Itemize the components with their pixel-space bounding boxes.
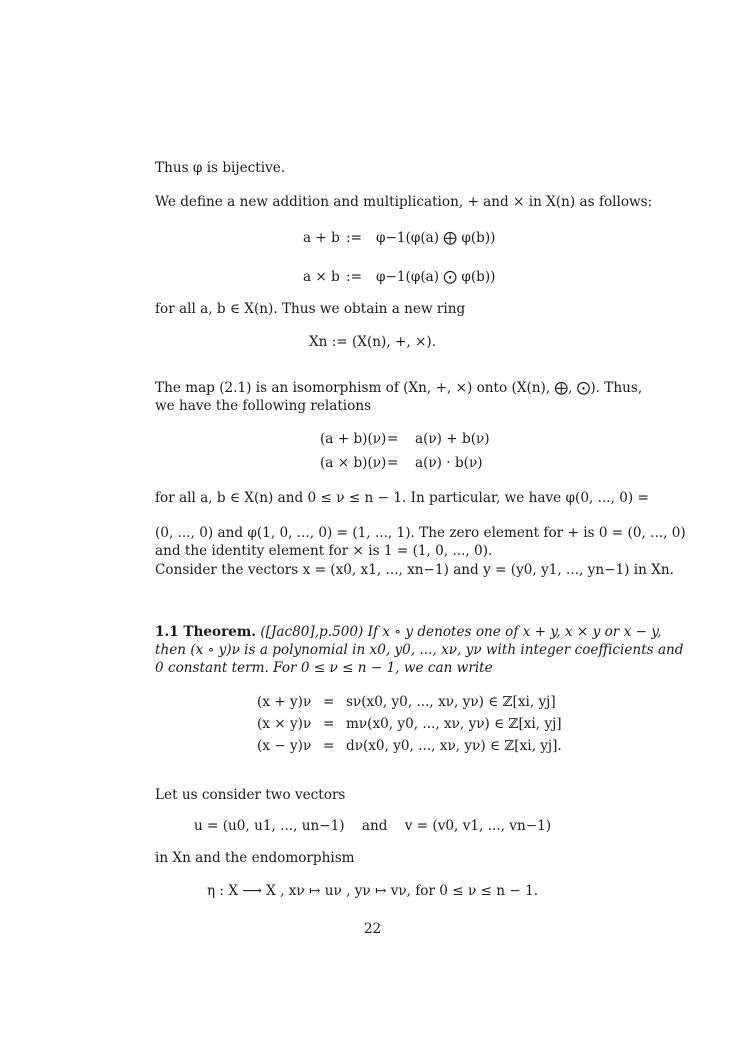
text-consider-vectors: Consider the vectors x = (x0, x1, ..., xn−1) and y = (y0, y1, ..., yn−1) in Xn. [155, 562, 674, 578]
thm-eq2-rhs: mν(x0, y0, ..., xν, yν) ∈ ℤ[xi, yj] [346, 716, 562, 732]
theorem-text-1: ([Jac80],p.500) If x ∘ y denotes one of x + y, x × y or x − y, [260, 624, 662, 640]
text-following-relations: we have the following relations [155, 398, 372, 414]
thm-eq2-lhs: (x × y)ν [257, 716, 312, 732]
equation-vectors-uv: u = (u0, u1, ..., un−1) and v = (v0, v1, ..., vn−1) [193, 818, 552, 834]
equation-eta: η : X ⟶ X , xν ↦ uν , yν ↦ vν, for 0 ≤ ν ≤ n − 1. [206, 883, 539, 899]
theorem-line-3: 0 constant term. For 0 ≤ ν ≤ n − 1, we can write [155, 660, 493, 676]
theorem-line-2: then (x ∘ y)ν is a polynomial in x0, y0, ..., xν, yν with integer coefficients and [155, 642, 684, 658]
thm-eq3-lhs: (x − y)ν [257, 738, 312, 754]
def-mul-rhs: φ−1(φ(a) ⨀ φ(b)) [376, 269, 496, 285]
rel1-lhs: (a + b)(ν) [320, 431, 387, 447]
text-forall-in-particular: for all a, b ∈ X(n) and 0 ≤ ν ≤ n − 1. In particular, we have φ(0, ..., 0) = [155, 490, 649, 506]
text-two-vectors: Let us consider two vectors [155, 787, 346, 803]
rel1-rhs: a(ν) + b(ν) [415, 431, 490, 447]
def-mul-lhs: a × b [303, 269, 340, 285]
rel2-rhs: a(ν) · b(ν) [415, 455, 483, 471]
def-add-op: := [346, 230, 362, 246]
text-zero-element: (0, ..., 0) and φ(1, 0, ..., 0) = (1, ..., 1). The zero element for + is 0 = (0, ..., 0) [155, 525, 686, 541]
rel1-op: = [387, 431, 399, 447]
text-map-isomorphism: The map (2.1) is an isomorphism of (Xn, +, ×) onto (X(n), ⨁, ⨀). Thus, [155, 380, 643, 396]
theorem-label: 1.1 Theorem. [155, 624, 257, 640]
text-bijective: Thus φ is bijective. [155, 160, 286, 176]
text-define-operations: We define a new addition and multiplication, + and × in X(n) as follows: [155, 194, 653, 210]
equation-ring-definition: Xn := (X(n), +, ×). [308, 334, 437, 350]
rel2-lhs: (a × b)(ν) [320, 455, 387, 471]
text-forall-ring: for all a, b ∈ X(n). Thus we obtain a new ring [155, 301, 466, 317]
def-add-rhs: φ−1(φ(a) ⨁ φ(b)) [376, 230, 496, 246]
thm-eq2-op: = [323, 716, 335, 732]
text-endomorphism: in Xn and the endomorphism [155, 850, 355, 866]
def-mul-op: := [346, 269, 362, 285]
thm-eq1-lhs: (x + y)ν [257, 694, 312, 710]
thm-eq1-op: = [323, 694, 335, 710]
page-number: 22 [363, 921, 382, 937]
thm-eq1-rhs: sν(x0, y0, ..., xν, yν) ∈ ℤ[xi, yj] [346, 694, 556, 710]
text-identity-element: and the identity element for × is 1 = (1, 0, ..., 0). [155, 543, 493, 559]
thm-eq3-op: = [323, 738, 335, 754]
def-add-lhs: a + b [303, 230, 340, 246]
theorem-line-1 [155, 624, 662, 641]
thm-eq3-rhs: dν(x0, y0, ..., xν, yν) ∈ ℤ[xi, yj]. [346, 738, 562, 754]
rel2-op: = [387, 455, 399, 471]
